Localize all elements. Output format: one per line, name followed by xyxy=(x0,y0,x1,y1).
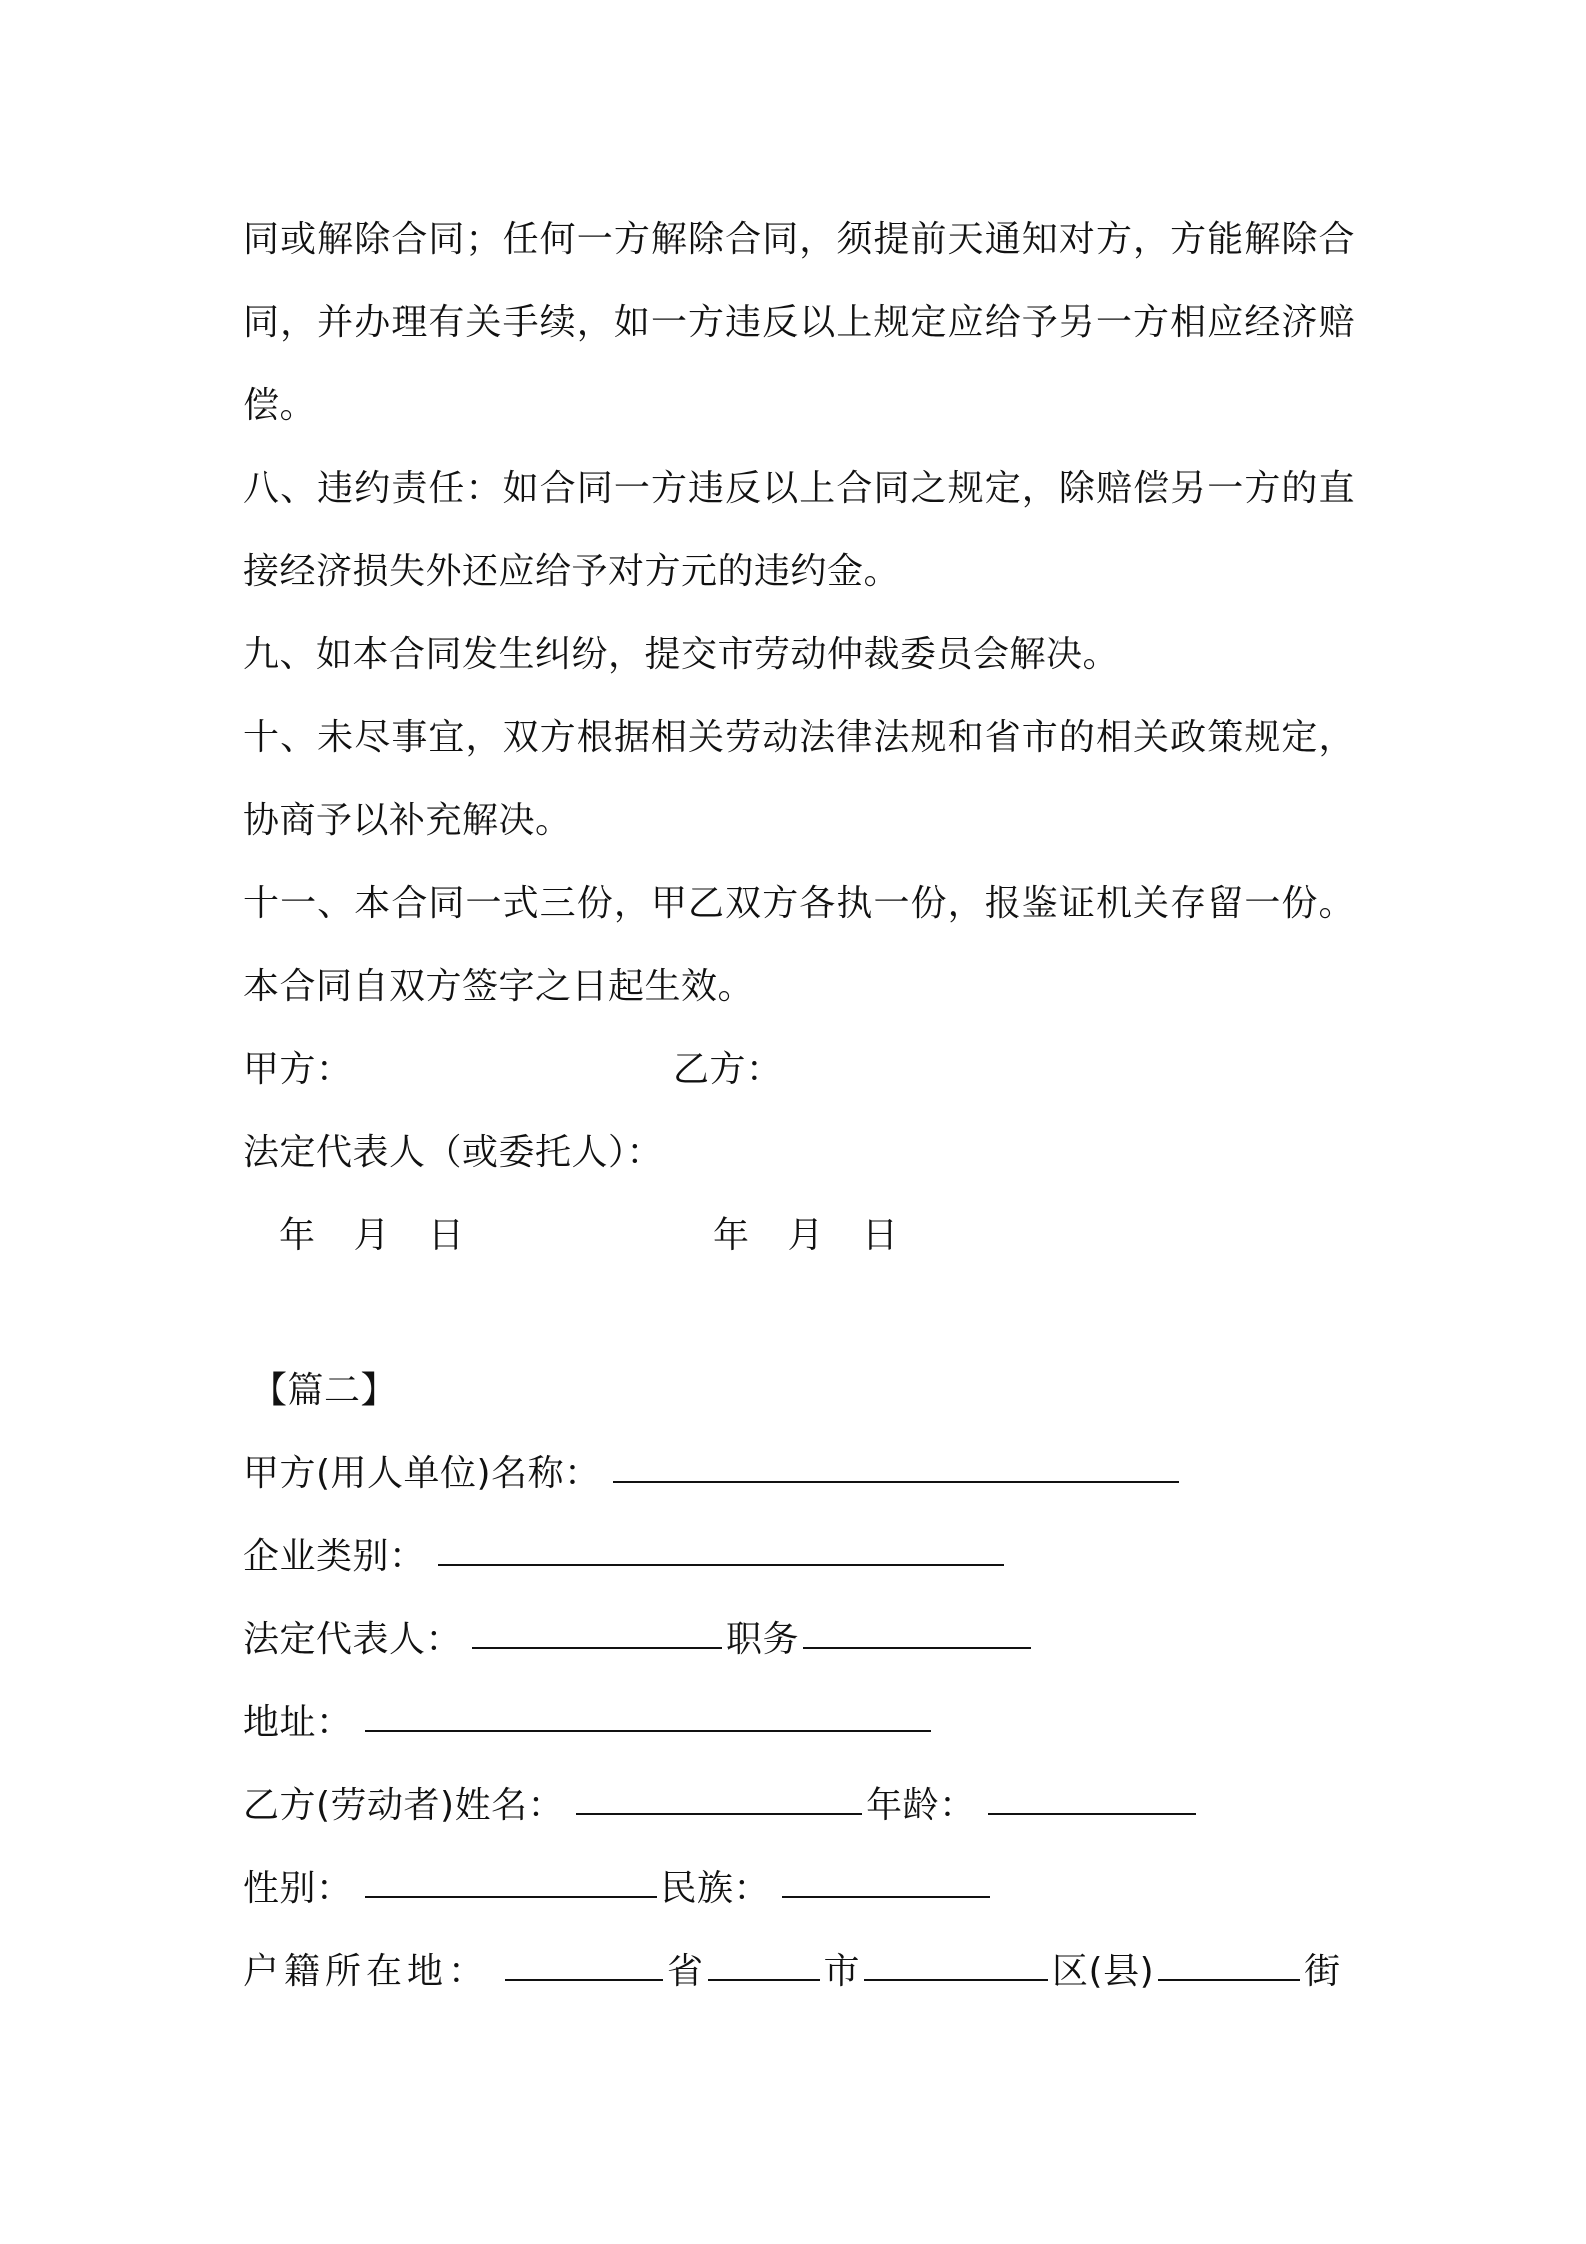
age-label: 年龄： xyxy=(866,1785,976,1826)
clause-10-other-matters: 十、未尽事宜，双方根据相关劳动法律法规和省市的相关政策规定， xyxy=(243,717,1355,758)
company-type-row xyxy=(243,1515,1363,1598)
address-row xyxy=(243,1681,1363,1764)
clause-9-dispute-resolution: 九、如本合同发生纠纷，提交市劳动仲裁委员会解决。 xyxy=(243,634,1120,675)
street-label: 街 xyxy=(1304,1951,1341,1992)
city-label: 市 xyxy=(823,1951,861,1992)
address-blank[interactable] xyxy=(365,1696,931,1732)
contract-text-line: 同，并办理有关手续，如一方违反以上规定应给予另一方相应经济赔 xyxy=(243,302,1355,343)
date-year-label: 年 xyxy=(279,1215,316,1256)
city-blank[interactable] xyxy=(708,1945,820,1981)
date-year-label: 年 xyxy=(713,1215,750,1256)
province-label: 省 xyxy=(667,1951,704,1992)
contract-text-line: 同或解除合同；任何一方解除合同，须提前天通知对方，方能解除合 xyxy=(243,219,1355,260)
ethnicity-blank[interactable] xyxy=(782,1862,990,1898)
worker-name-row xyxy=(243,1764,1363,1847)
clause-11-copies: 十一、本合同一式三份，甲乙双方各执一份，报鉴证机关存留一份。 xyxy=(243,883,1355,924)
party-a-date xyxy=(279,1194,465,1277)
ethnicity-label: 民族： xyxy=(660,1868,771,1909)
employer-name-blank[interactable] xyxy=(613,1447,1179,1483)
contract-text-line: 接经济损失外还应给予对方元的违约金。 xyxy=(243,551,901,592)
contract-text-line: 协商予以补充解决。 xyxy=(243,800,572,841)
party-b-date xyxy=(713,1194,899,1277)
hukou-row xyxy=(243,1930,1363,2013)
legal-rep-signature-label: 法定代表人（或委托人）： xyxy=(243,1132,664,1173)
street-blank[interactable] xyxy=(1158,1945,1300,1981)
legal-rep-blank[interactable] xyxy=(472,1613,722,1649)
address-label: 地址： xyxy=(243,1702,353,1743)
gender-blank[interactable] xyxy=(365,1862,657,1898)
party-b-label: 乙方： xyxy=(673,1049,783,1090)
signature-date-row xyxy=(243,1194,1363,1277)
province-blank[interactable] xyxy=(505,1945,663,1981)
clause-8-breach-liability: 八、违约责任：如合同一方违反以上合同之规定，除赔偿另一方的直 xyxy=(243,468,1355,509)
date-month-label: 月 xyxy=(353,1215,391,1256)
company-type-blank[interactable] xyxy=(438,1530,1004,1566)
section-heading-part-two: 【篇二】 xyxy=(251,1370,398,1411)
district-blank[interactable] xyxy=(864,1945,1048,1981)
contract-text-line: 偿。 xyxy=(243,385,317,426)
gender-row xyxy=(243,1847,1363,1930)
worker-name-blank[interactable] xyxy=(576,1779,862,1815)
gender-label: 性别： xyxy=(243,1868,353,1909)
date-month-label: 月 xyxy=(787,1215,825,1256)
employer-name-row xyxy=(243,1432,1363,1515)
legal-rep-row xyxy=(243,1598,1363,1681)
hukou-label: 户籍所在地： xyxy=(243,1951,490,1992)
party-a-label: 甲方： xyxy=(243,1049,353,1090)
date-day-label: 日 xyxy=(862,1215,899,1256)
date-day-label: 日 xyxy=(428,1215,465,1256)
district-label: 区(县) xyxy=(1052,1951,1155,1992)
age-blank[interactable] xyxy=(988,1779,1196,1815)
position-blank[interactable] xyxy=(803,1613,1031,1649)
worker-name-label: 乙方(劳动者)姓名： xyxy=(243,1785,565,1826)
position-label: 职务 xyxy=(726,1619,800,1660)
contract-text-line: 本合同自双方签字之日起生效。 xyxy=(243,966,755,1007)
employer-name-label: 甲方(用人单位)名称： xyxy=(243,1453,601,1494)
document-body xyxy=(243,198,1363,2013)
legal-rep-label: 法定代表人： xyxy=(243,1619,463,1660)
company-type-label: 企业类别： xyxy=(243,1536,426,1577)
signature-row xyxy=(243,1028,1363,1111)
